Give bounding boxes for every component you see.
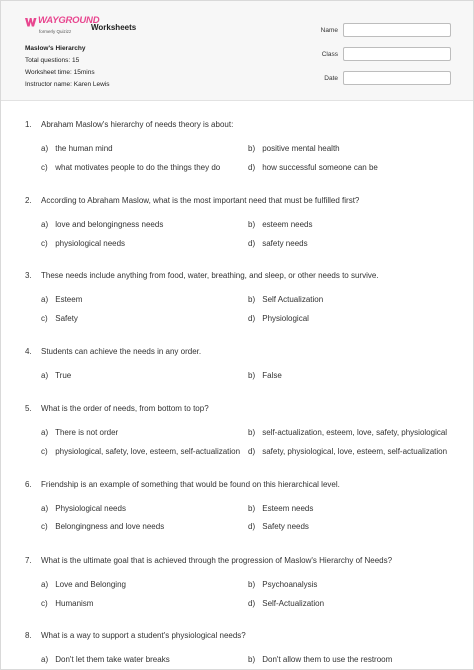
option-letter: c) bbox=[41, 447, 48, 456]
option-b bbox=[248, 655, 392, 664]
option-text: Don't let them take water breaks bbox=[55, 655, 170, 664]
option-letter: b) bbox=[248, 144, 256, 153]
option-letter: a) bbox=[41, 504, 49, 513]
question-number: 3. bbox=[25, 271, 32, 280]
question-number: 1. bbox=[25, 120, 32, 129]
option-text: safety, physiological, love, esteem, self-actualization bbox=[262, 447, 448, 456]
option-letter: d) bbox=[248, 314, 256, 323]
option-letter: a) bbox=[41, 428, 49, 437]
option-b bbox=[248, 144, 340, 153]
option-letter: b) bbox=[248, 220, 256, 229]
option-a bbox=[41, 371, 71, 380]
option-d bbox=[248, 447, 447, 456]
date-field[interactable] bbox=[343, 71, 451, 85]
option-text: False bbox=[262, 371, 282, 380]
option-letter: b) bbox=[248, 504, 256, 513]
option-b bbox=[248, 504, 313, 513]
option-d bbox=[248, 522, 309, 531]
option-text: self-actualization, esteem, love, safety, physiological bbox=[262, 428, 448, 437]
question-text: What is the ultimate goal that is achieved through the progression of Maslow's Hierarchy of Needs? bbox=[41, 556, 393, 565]
class-label: Class bbox=[321, 51, 338, 58]
option-c bbox=[41, 314, 78, 323]
option-text: physiological needs bbox=[55, 239, 126, 248]
option-text: Esteem bbox=[55, 295, 83, 304]
logo-subtitle: formerly Quizizz bbox=[39, 29, 72, 34]
option-a bbox=[41, 504, 126, 513]
option-text: True bbox=[55, 371, 72, 380]
option-text: There is not order bbox=[55, 428, 119, 437]
option-c bbox=[41, 163, 220, 172]
option-text: positive mental health bbox=[262, 144, 340, 153]
question-text: What is a way to support a student's physiological needs? bbox=[41, 631, 246, 640]
option-a bbox=[41, 295, 82, 304]
option-text: Safety needs bbox=[262, 522, 309, 531]
option-text: what motivates people to do the things they do bbox=[55, 163, 221, 172]
option-letter: b) bbox=[248, 295, 256, 304]
option-a bbox=[41, 580, 126, 589]
option-text: Don't allow them to use the restroom bbox=[262, 655, 393, 664]
question-number: 6. bbox=[25, 480, 32, 489]
logo-text: WAYGROUND bbox=[38, 15, 100, 26]
option-letter: c) bbox=[41, 599, 48, 608]
option-letter: b) bbox=[248, 371, 256, 380]
logo-mark-icon bbox=[25, 17, 37, 27]
option-c bbox=[41, 599, 93, 608]
question-number: 5. bbox=[25, 404, 32, 413]
option-letter: a) bbox=[41, 655, 49, 664]
option-a bbox=[41, 428, 118, 437]
question-number: 8. bbox=[25, 631, 32, 640]
option-text: Safety bbox=[55, 314, 78, 323]
question-number: 2. bbox=[25, 196, 32, 205]
option-text: Self-Actualization bbox=[262, 599, 325, 608]
option-text: safety needs bbox=[262, 239, 308, 248]
option-letter: c) bbox=[41, 163, 48, 172]
option-letter: a) bbox=[41, 371, 49, 380]
option-d bbox=[248, 239, 308, 248]
option-letter: d) bbox=[248, 522, 256, 531]
option-c bbox=[41, 447, 240, 456]
option-text: Belongingness and love needs bbox=[55, 522, 165, 531]
total-questions: Total questions: 15 bbox=[25, 57, 80, 64]
option-letter: a) bbox=[41, 220, 49, 229]
option-letter: b) bbox=[248, 428, 256, 437]
question-text: Friendship is an example of something that would be found on this hierarchical level. bbox=[41, 480, 340, 489]
option-b bbox=[248, 371, 282, 380]
wayground-logo bbox=[25, 15, 100, 37]
option-letter: c) bbox=[41, 522, 48, 531]
option-letter: d) bbox=[248, 599, 256, 608]
option-a bbox=[41, 144, 113, 153]
option-d bbox=[248, 599, 324, 608]
option-letter: a) bbox=[41, 144, 49, 153]
section-title: Worksheets bbox=[91, 23, 137, 32]
option-b bbox=[248, 295, 323, 304]
name-field[interactable] bbox=[343, 23, 451, 37]
option-text: Psychoanalysis bbox=[262, 580, 318, 589]
option-a bbox=[41, 655, 170, 664]
name-label: Name bbox=[320, 27, 338, 34]
option-c bbox=[41, 239, 125, 248]
question-number: 7. bbox=[25, 556, 32, 565]
instructor-name: Instructor name: Karen Lewis bbox=[25, 81, 110, 88]
question-text: According to Abraham Maslow, what is the most important need that must be fulfilled first? bbox=[41, 196, 360, 205]
option-letter: a) bbox=[41, 580, 49, 589]
option-d bbox=[248, 314, 309, 323]
option-letter: d) bbox=[248, 239, 256, 248]
option-text: Love and Belonging bbox=[55, 580, 126, 589]
question-text: What is the order of needs, from bottom to top? bbox=[41, 404, 209, 413]
option-text: love and belongingness needs bbox=[55, 220, 164, 229]
option-text: physiological, safety, love, esteem, self-actualization bbox=[55, 447, 241, 456]
worksheet-header bbox=[1, 1, 473, 101]
worksheet-time: Worksheet time: 15mins bbox=[25, 69, 95, 76]
option-letter: d) bbox=[248, 447, 256, 456]
class-field[interactable] bbox=[343, 47, 451, 61]
option-a bbox=[41, 220, 163, 229]
worksheet-title: Maslow's Hierarchy bbox=[25, 45, 86, 52]
date-label: Date bbox=[324, 75, 338, 82]
option-letter: c) bbox=[41, 314, 48, 323]
option-text: Humanism bbox=[55, 599, 94, 608]
option-letter: c) bbox=[41, 239, 48, 248]
option-text: the human mind bbox=[55, 144, 113, 153]
option-text: how successful someone can be bbox=[262, 163, 378, 172]
option-text: esteem needs bbox=[262, 220, 313, 229]
option-d bbox=[248, 163, 378, 172]
option-letter: b) bbox=[248, 655, 256, 664]
option-letter: d) bbox=[248, 163, 256, 172]
option-text: Self Actualization bbox=[262, 295, 324, 304]
option-b bbox=[248, 220, 313, 229]
option-letter: a) bbox=[41, 295, 49, 304]
question-text: These needs include anything from food, water, breathing, and sleep, or other needs to survive. bbox=[41, 271, 379, 280]
option-text: Physiological needs bbox=[55, 504, 126, 513]
option-text: Esteem needs bbox=[262, 504, 314, 513]
option-text: Physiological bbox=[262, 314, 309, 323]
option-c bbox=[41, 522, 164, 531]
option-letter: b) bbox=[248, 580, 256, 589]
question-number: 4. bbox=[25, 347, 32, 356]
option-b bbox=[248, 428, 447, 437]
question-text: Students can achieve the needs in any order. bbox=[41, 347, 202, 356]
question-text: Abraham Maslow's hierarchy of needs theory is about: bbox=[41, 120, 234, 129]
option-b bbox=[248, 580, 317, 589]
